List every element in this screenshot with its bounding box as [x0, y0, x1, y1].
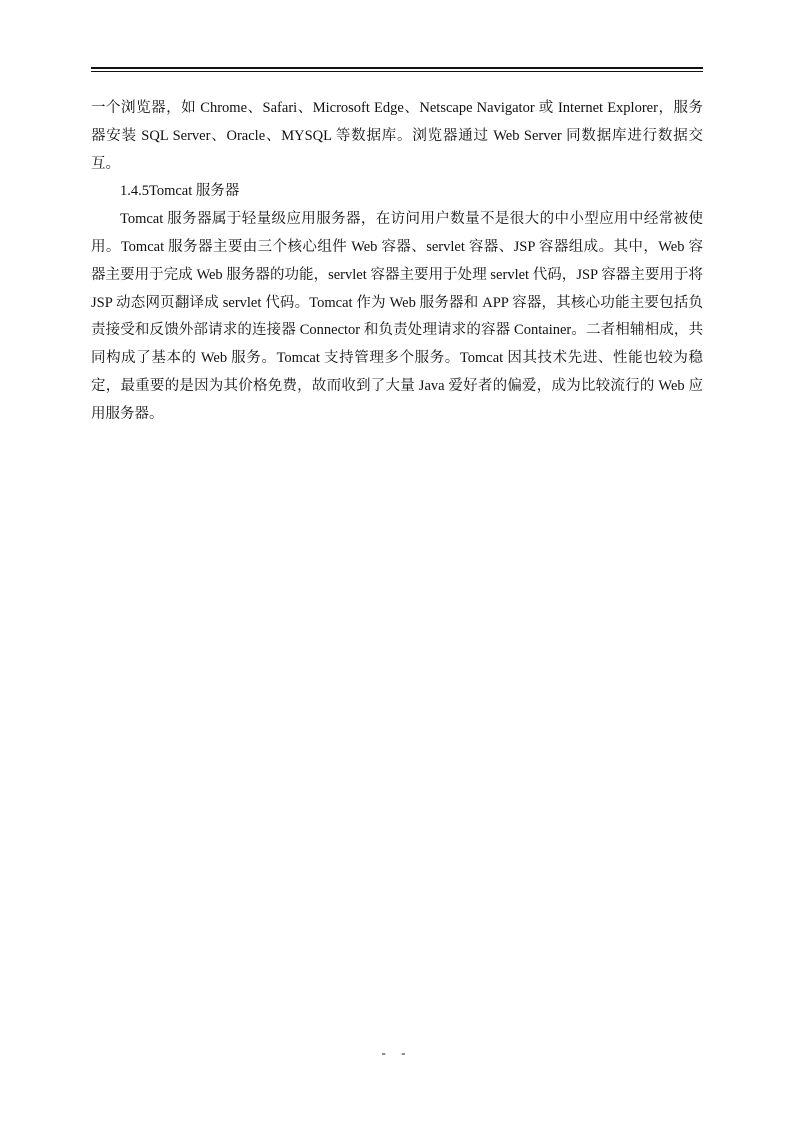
document-body [91, 95, 703, 429]
intro-paragraph: 一个浏览器，如 Chrome、Safari、Microsoft Edge、Netscape Navigator 或 Internet Explorer，服务器安装 SQL Server、Oracle、MYSQL 等数据库。浏览器通过 Web Server 同数据库进行数据交互。 [91, 100, 703, 172]
header-rule [91, 67, 703, 72]
header-rule-thick-line [91, 67, 703, 69]
header-rule-thin-line [91, 71, 703, 72]
page-number: - - [381, 1045, 412, 1060]
section-heading: 1.4.5Tomcat 服务器 [120, 183, 240, 200]
body-paragraph: Tomcat 服务器属于轻量级应用服务器，在访问用户数量不是很大的中小型应用中经常被使用。Tomcat 服务器主要由三个核心组件 Web 容器、servlet 容器、JSP 容器组成。其中，Web 容器主要用于完成 Web 服务器的功能，servlet 容器主要用于处理 servlet 代码，JSP 容器主要用于将 JSP 动态网页翻译成 servlet 代码。Tomcat 作为 Web 服务器和 APP 容器，其核心功能主要包括负责接受和反馈外部请求的连接器 Connector 和负责处理请求的容器 Container。二者相辅相成，共同构成了基本的 Web 服务。Tomcat 支持管理多个服务。Tomcat 因其技术先进、性能也较为稳定，最重要的是因为其价格免费，故而收到了大量 Java 爱好者的偏爱，成为比较流行的 Web 应用服务器。 [91, 211, 703, 422]
